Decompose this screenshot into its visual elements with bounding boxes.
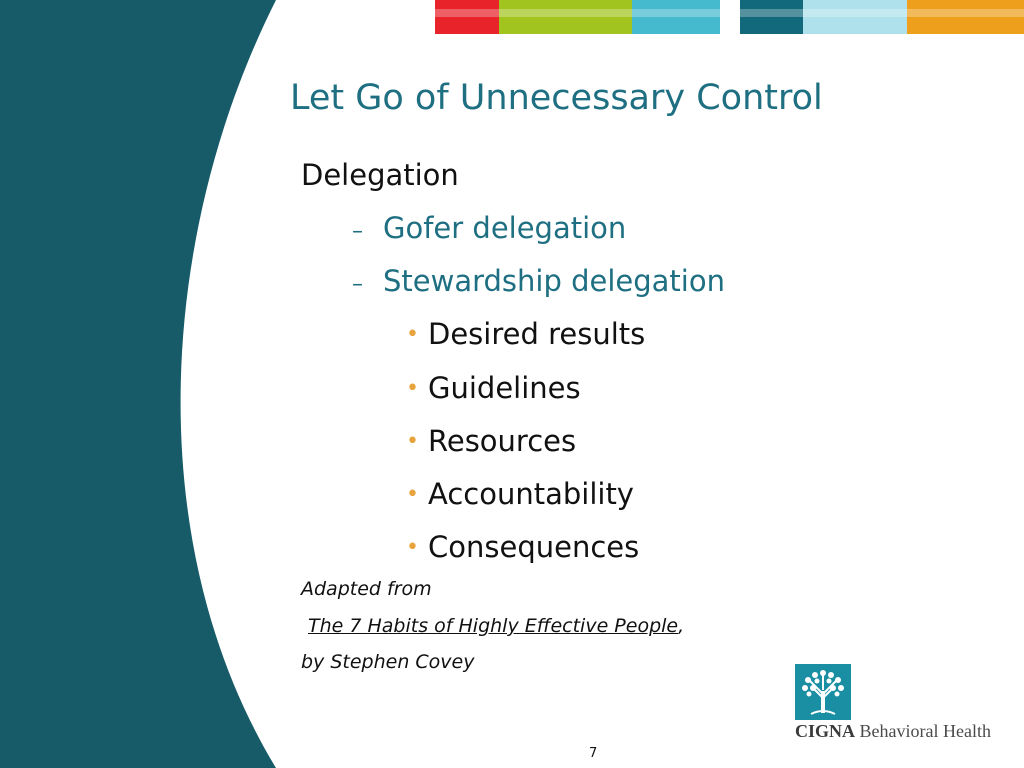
slide-title: Let Go of Unnecessary Control — [290, 78, 823, 118]
logo-division: Behavioral Health — [859, 721, 991, 741]
bullet-marker: • — [406, 322, 419, 347]
logo-wordmark — [795, 721, 991, 742]
bullet-resources — [406, 424, 576, 458]
bullet-marker: • — [406, 429, 419, 454]
bullet-label: Guidelines — [428, 371, 581, 405]
left-decorative-panel — [0, 0, 300, 768]
sub-item-stewardship — [352, 264, 725, 298]
citation-line-1: Adapted from — [301, 578, 432, 600]
stripe-green — [499, 0, 632, 34]
bullet-label: Consequences — [428, 530, 640, 564]
stripe-red — [435, 0, 499, 34]
citation-line-2 — [308, 615, 684, 637]
bullet-desired-results — [406, 317, 645, 351]
stripe-cyan — [632, 0, 720, 34]
bullet-accountability — [406, 477, 634, 511]
bullet-marker: • — [406, 535, 419, 560]
bullet-marker: • — [406, 376, 419, 401]
bullet-label: Accountability — [428, 477, 634, 511]
citation-line-3: by Stephen Covey — [301, 651, 475, 673]
dash-marker: – — [352, 219, 363, 244]
stripe-dark-teal — [740, 0, 803, 34]
sub-item-gofer — [352, 211, 626, 245]
citation-book-title: The 7 Habits of Highly Effective People — [308, 615, 679, 637]
page-number: 7 — [589, 746, 598, 761]
bullet-guidelines — [406, 371, 581, 405]
stripe-light-blue — [803, 0, 907, 34]
heading-delegation: Delegation — [301, 158, 459, 192]
tree-logo-icon — [795, 664, 851, 720]
citation-comma: , — [678, 615, 685, 637]
bullet-consequences — [406, 530, 639, 564]
dash-marker: – — [352, 272, 363, 297]
sub-item-label: Gofer delegation — [383, 211, 627, 245]
logo-brand: CIGNA — [795, 721, 856, 741]
bullet-label: Resources — [428, 424, 577, 458]
bullet-label: Desired results — [428, 317, 646, 351]
stripe-orange — [907, 0, 1024, 34]
sub-item-label: Stewardship delegation — [383, 264, 725, 298]
bullet-marker: • — [406, 482, 419, 507]
